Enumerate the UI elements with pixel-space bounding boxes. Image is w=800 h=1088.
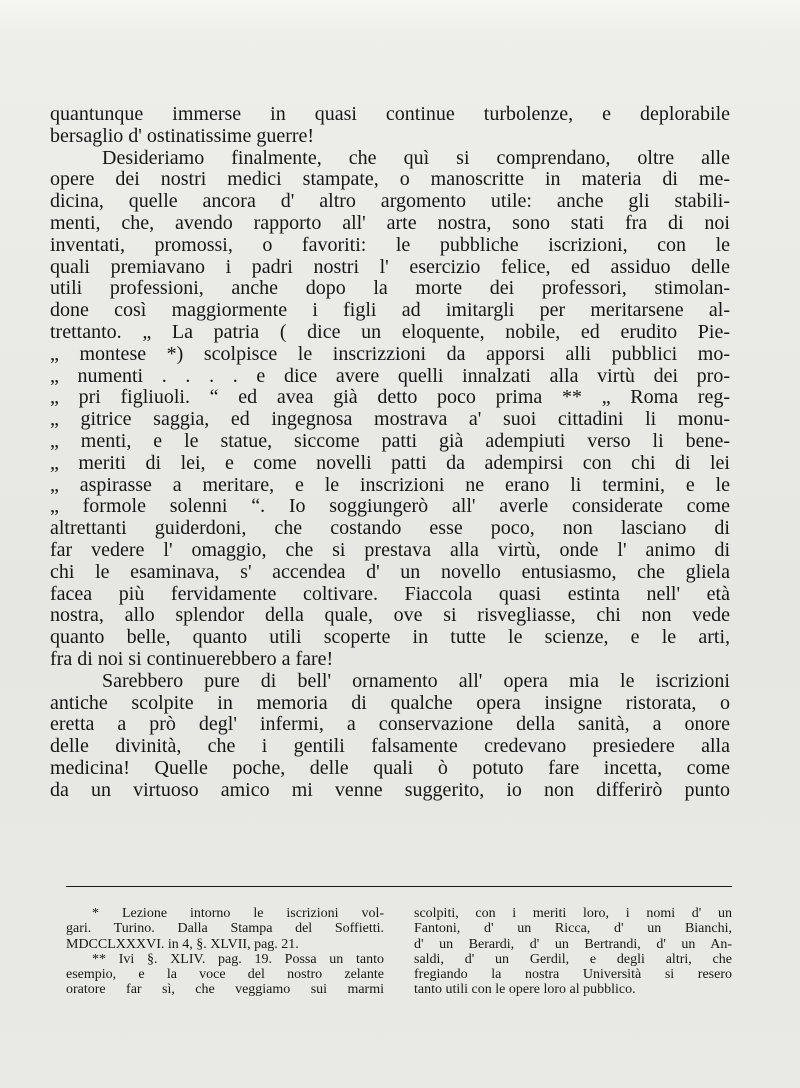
footnote-line: saldi, d' un Gerdil, e degli altri, che: [414, 951, 732, 967]
text-line: inventati, promossi, o favoriti: le pubbliche iscrizioni, con le: [50, 233, 730, 256]
text-line: „ numenti . . . . e dice avere quelli innalzati alla virtù dei pro-: [50, 364, 730, 387]
footnote-line: gari. Turino. Dalla Stampa del Soffietti.: [66, 921, 384, 937]
text-line: delle divinità, che i gentili falsamente credevano presiedere alla: [50, 735, 730, 758]
text-line: antiche scolpite in memoria di qualche opera insigne ristorata, o: [50, 691, 730, 714]
text-line: quanto belle, quanto utili scoperte in tutte le scienze, e le arti,: [50, 626, 730, 649]
footnote-line: scolpiti, con i meriti loro, i nomi d' un: [414, 906, 732, 921]
text-line: „ gitrice saggia, ed ingegnosa mostrava a' suoi cittadini li monu-: [50, 408, 730, 431]
text-line: dicina, quelle ancora d' altro argomento utile: anche gli stabili-: [50, 190, 730, 213]
text-line: quali premiavano i padri nostri l' esercizio felice, ed assiduo delle: [50, 255, 730, 278]
text-line: medicina! Quelle poche, delle quali ò potuto fare incetta, come: [50, 756, 730, 779]
text-line: fra di noi si continuerebbero a fare!: [50, 647, 334, 670]
footnote-line: d' un Berardi, d' un Bertrandi, d' un An-: [414, 936, 732, 952]
text-line: „ formole solenni “. Io soggiungerò all' averle considerate come: [50, 495, 730, 518]
text-line: „ montese *) scolpisce le inscrizzioni da apporsi alli pubblici mo-: [50, 342, 730, 365]
text-line: trettanto. „ La patria ( dice un eloquente, nobile, ed erudito Pie-: [50, 320, 730, 343]
footnote-line: MDCCLXXXVI. in 4, §. XLVII, pag. 21.: [66, 936, 299, 952]
body-text: [50, 104, 730, 802]
text-line: „ pri figliuoli. “ ed avea già detto poco prima ** „ Roma reg-: [50, 386, 730, 409]
text-line: altrettanti guiderdoni, che costando esse poco, non lasciano di: [50, 517, 730, 540]
text-line: Desideriamo finalmente, che quì si comprendano, oltre alle: [102, 146, 730, 169]
text-line: opere dei nostri medici stampate, o manoscritte in materia di me-: [50, 168, 730, 191]
text-line: menti, che, avendo rapporto all' arte nostra, sono stati fra di noi: [50, 211, 730, 234]
page-fold-shadow: [0, 0, 800, 34]
text-line: far vedere l' omaggio, che si prestava alla virtù, onde l' animo di: [50, 538, 730, 561]
text-line: „ meriti di lei, e come novelli patti da adempirsi con chi di lei: [50, 451, 730, 474]
text-line: da un virtuoso amico mi venne suggerito, io non differirò punto: [50, 778, 730, 801]
text-line: facea più fervidamente coltivare. Fiaccola quasi estinta nell' età: [50, 582, 730, 605]
text-line: „ menti, e le statue, siccome patti già adempiuti verso li bene-: [50, 429, 730, 452]
text-line: done così maggiormente i figli ad imitargli per meritarsene al-: [50, 299, 730, 322]
footnote-column-right: [414, 906, 732, 998]
footnote-line: Fantoni, d' un Ricca, d' un Bianchi,: [414, 921, 732, 937]
footnote-line: fregiando la nostra Università si resero: [414, 967, 732, 983]
text-line: nostra, allo splendor della quale, ove si risvegliasse, chi non vede: [50, 604, 730, 627]
text-line: bersaglio d' ostinatissime guerre!: [50, 124, 315, 147]
text-line: quantunque immerse in quasi continue turbolenze, e deplorabile: [50, 103, 730, 125]
footnote-line: esempio, e la voce del nostro zelante: [66, 967, 384, 983]
text-line: eretta a prò degl' infermi, a conservazione della sanità, a onore: [50, 713, 730, 736]
footnotes: [66, 906, 732, 998]
footnote-line: oratore far sì, che veggiamo sui marmi: [66, 982, 384, 998]
footnote-line: * Lezione intorno le iscrizioni vol-: [92, 906, 384, 921]
footnote-line: tanto utili con le opere loro al pubblico.: [414, 982, 636, 998]
text-line: utili professioni, anche dopo la morte dei professori, stimolan-: [50, 277, 730, 300]
text-line: Sarebbero pure di bell' ornamento all' opera mia le iscrizioni: [102, 669, 730, 692]
text-line: chi le esaminava, s' accendea d' un novello entusiasmo, che gliela: [50, 560, 730, 583]
text-line: „ aspirasse a meritare, e le inscrizioni ne erano li termini, e le: [50, 473, 730, 496]
footnote-line: ** Ivi §. XLIV. pag. 19. Possa un tanto: [92, 951, 384, 967]
footnote-column-left: [66, 906, 384, 998]
footnote-rule: [66, 886, 732, 887]
